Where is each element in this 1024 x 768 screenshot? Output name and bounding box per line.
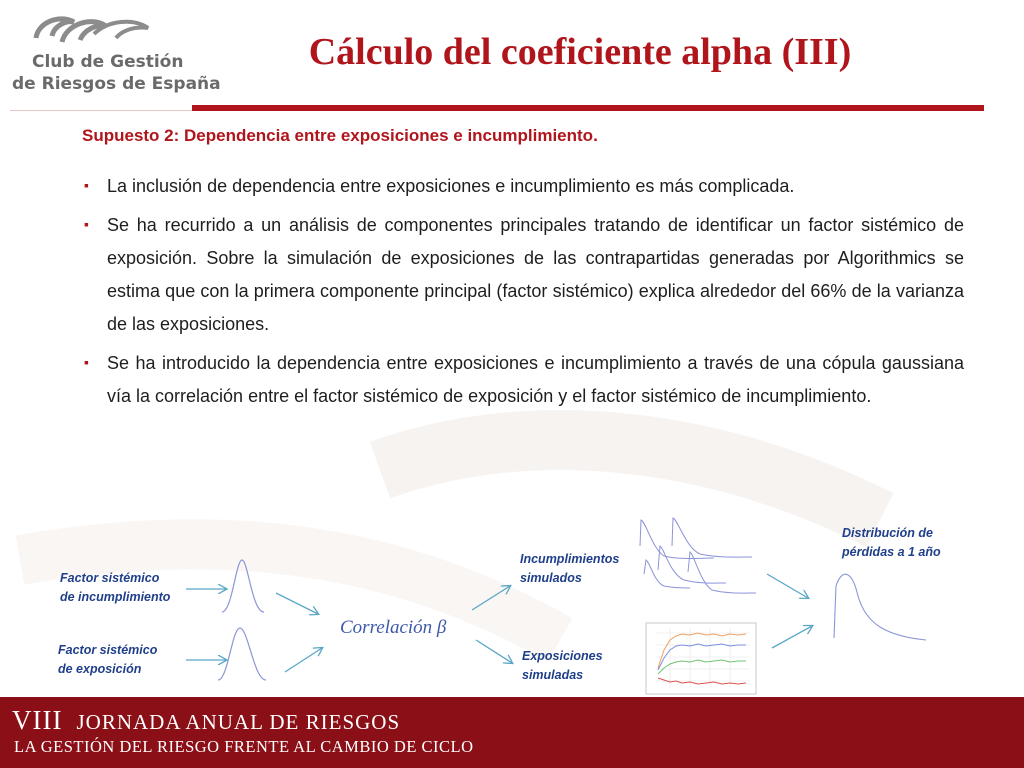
arrow-to-correlacion-top: [276, 593, 318, 614]
square-bullet-icon: ▪: [84, 354, 89, 370]
footer-edition: VIII: [12, 705, 63, 735]
footer-banner: [0, 697, 1024, 768]
label-distribucion-perdidas: Distribución de pérdidas a 1 año: [842, 526, 941, 559]
incumplimientos-curves: [640, 518, 756, 593]
bell-curve-exposicion: [218, 628, 266, 680]
label-exposiciones-simuladas: Exposiciones simuladas: [522, 649, 603, 682]
page-title: Cálculo del coeficiente alpha (III): [308, 31, 852, 73]
arrow-exposiciones-to-perdidas: [772, 626, 812, 648]
label-correlacion: Correlación β: [340, 617, 447, 638]
arrow-to-correlacion-bottom: [285, 648, 322, 672]
bullet-text: Se ha recurrido a un análisis de componentes principales tratando de identificar un factor sistémico de exposición. Sobre la simulación de exposiciones de las contrapartidas generadas por Algorithmics se estima que con la primera componente principal (factor sistémico) explica alrededor del 66% de la varianza de las exposiciones.: [107, 215, 964, 334]
label-factor-incumplimiento: Factor sistémico de incumplimiento: [60, 571, 171, 604]
logo-line2: de Riesgos de España: [12, 74, 221, 94]
loss-distribution-curve: [834, 574, 926, 640]
section-subtitle: Supuesto 2: Dependencia entre exposiciones e incumplimiento.: [82, 126, 598, 145]
arrow-incumplimientos-to-perdidas: [767, 574, 808, 598]
bell-curve-incumplimiento: [222, 560, 264, 612]
square-bullet-icon: ▪: [84, 216, 89, 232]
square-bullet-icon: ▪: [84, 177, 89, 193]
footer-event-name: JORNADA ANUAL DE RIESGOS: [76, 710, 401, 734]
footer-event-title: [12, 705, 400, 736]
label-incumplimientos-simulados: Incumplimientos simulados: [520, 552, 620, 585]
arrow-to-exposiciones: [476, 640, 512, 663]
bullet-text: La inclusión de dependencia entre exposiciones e incumplimiento es más complicada.: [107, 176, 795, 196]
label-factor-exposicion: Factor sistémico de exposición: [58, 643, 158, 676]
footer-event-subtitle: LA GESTIÓN DEL RIESGO FRENTE AL CAMBIO DE CICLO: [14, 737, 474, 756]
logo-line1: Club de Gestión: [32, 52, 184, 72]
arrow-to-incumplimientos: [472, 586, 510, 610]
bullet-text: Se ha introducido la dependencia entre exposiciones e incumplimiento a través de una cópula gaussiana vía la correlación entre el factor sistémico de exposición y el factor sistémico de incumplimiento.: [107, 353, 964, 406]
exposiciones-thumbnail: [646, 623, 756, 694]
